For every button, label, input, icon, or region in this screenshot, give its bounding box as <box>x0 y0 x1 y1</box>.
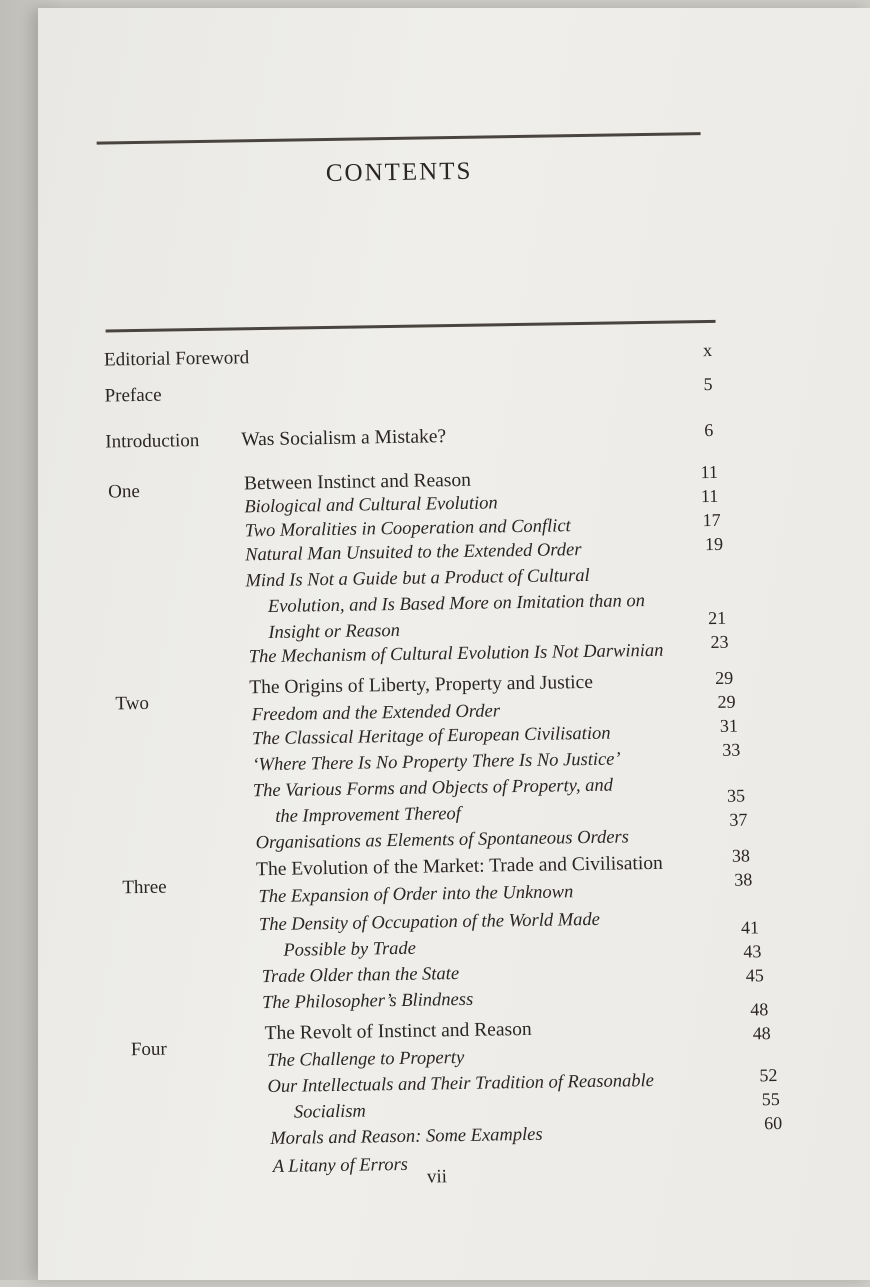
page-number: 38 <box>731 845 751 866</box>
toc-label-introduction: Introduction <box>105 430 200 453</box>
page-number: 23 <box>710 631 729 653</box>
page-number: 38 <box>734 869 753 890</box>
page-number: 21 <box>708 607 727 629</box>
chapter-label: Three <box>122 876 167 899</box>
section-entry: The Various Forms and Objects of Property, and <box>252 775 614 802</box>
section-entry: The Classical Heritage of European Civilisation <box>251 723 611 750</box>
page-number: 43 <box>743 941 762 962</box>
page-number: 60 <box>763 1112 783 1134</box>
section-entry: The Challenge to Property <box>266 1047 465 1072</box>
chapter-title: The Evolution of the Market: Trade and Civilisation <box>255 852 663 881</box>
chapter-title: Between Instinct and Reason <box>243 469 472 495</box>
page-number: 29 <box>717 691 736 712</box>
section-entry-continuation: Possible by Trade <box>283 938 417 961</box>
section-entry: The Expansion of Order into the Unknown <box>258 882 574 908</box>
top-rule <box>97 132 701 144</box>
page-number: 33 <box>722 739 741 760</box>
section-entry: The Philosopher’s Blindness <box>262 989 474 1014</box>
chapter-label: One <box>107 480 140 503</box>
section-entry: The Density of Occupation of the World Made <box>258 909 601 936</box>
section-entry-continuation: the Improvement Thereof <box>275 803 462 827</box>
page-number: 31 <box>719 715 739 736</box>
toc-entry-introduction: Was Socialism a Mistake? <box>241 426 447 451</box>
page-number: 55 <box>761 1089 780 1110</box>
chapter-title: The Origins of Liberty, Property and Justice <box>249 671 594 699</box>
page-number: 48 <box>750 999 769 1020</box>
section-entry: Freedom and the Extended Order <box>251 701 501 726</box>
page-number: 48 <box>752 1023 771 1044</box>
page-number: 17 <box>702 509 721 531</box>
section-entry: Trade Older than the State <box>261 964 460 988</box>
page-number: 37 <box>729 809 748 830</box>
section-entry: Organisations as Elements of Spontaneous Orders <box>255 827 630 854</box>
section-entry: Two Moralities in Cooperation and Conflict <box>244 516 571 542</box>
chapter-label: Two <box>115 692 150 715</box>
chapter-label: Four <box>130 1038 167 1061</box>
section-entry-continuation: Insight or Reason <box>268 620 401 643</box>
section-entry-continuation: Socialism <box>293 1101 367 1123</box>
page-number: 29 <box>714 667 734 688</box>
section-entry: A Litany of Errors <box>272 1154 409 1177</box>
page-number: 52 <box>759 1065 778 1086</box>
page-number: 41 <box>740 917 760 938</box>
toc-entry-preface: Preface <box>104 384 162 407</box>
page-content <box>29 2 870 1287</box>
section-entry: Natural Man Unsuited to the Extended Order <box>244 540 582 566</box>
section-entry-continuation: Evolution, and Is Based More on Imitation than on <box>267 591 646 617</box>
section-entry: Morals and Reason: Some Examples <box>270 1124 543 1150</box>
chapter-title: The Revolt of Instinct and Reason <box>264 1018 532 1045</box>
section-entry: The Mechanism of Cultural Evolution Is Not Darwinian <box>248 640 664 668</box>
page-number: 35 <box>726 785 746 806</box>
page-number: 11 <box>700 485 719 507</box>
page-number: 19 <box>704 533 724 555</box>
section-entry: ‘Where There Is No Property There Is No Justice’ <box>252 749 621 776</box>
section-entry: Mind Is Not a Guide but a Product of Cultural <box>245 565 590 592</box>
toc-entry-editorial-foreword: Editorial Foreword <box>103 347 250 371</box>
heading-rule <box>106 320 716 333</box>
page-number: 45 <box>745 965 764 986</box>
page-number: 6 <box>704 419 714 441</box>
section-entry: Biological and Cultural Evolution <box>244 493 498 518</box>
page-folio: vii <box>426 1166 448 1188</box>
book-page <box>38 8 870 1280</box>
page-number: 11 <box>700 461 719 483</box>
page-number: x <box>702 339 713 361</box>
page-number: 5 <box>703 373 713 395</box>
section-entry: Our Intellectuals and Their Tradition of Reasonable <box>267 1070 655 1098</box>
contents-heading: CONTENTS <box>325 157 473 188</box>
